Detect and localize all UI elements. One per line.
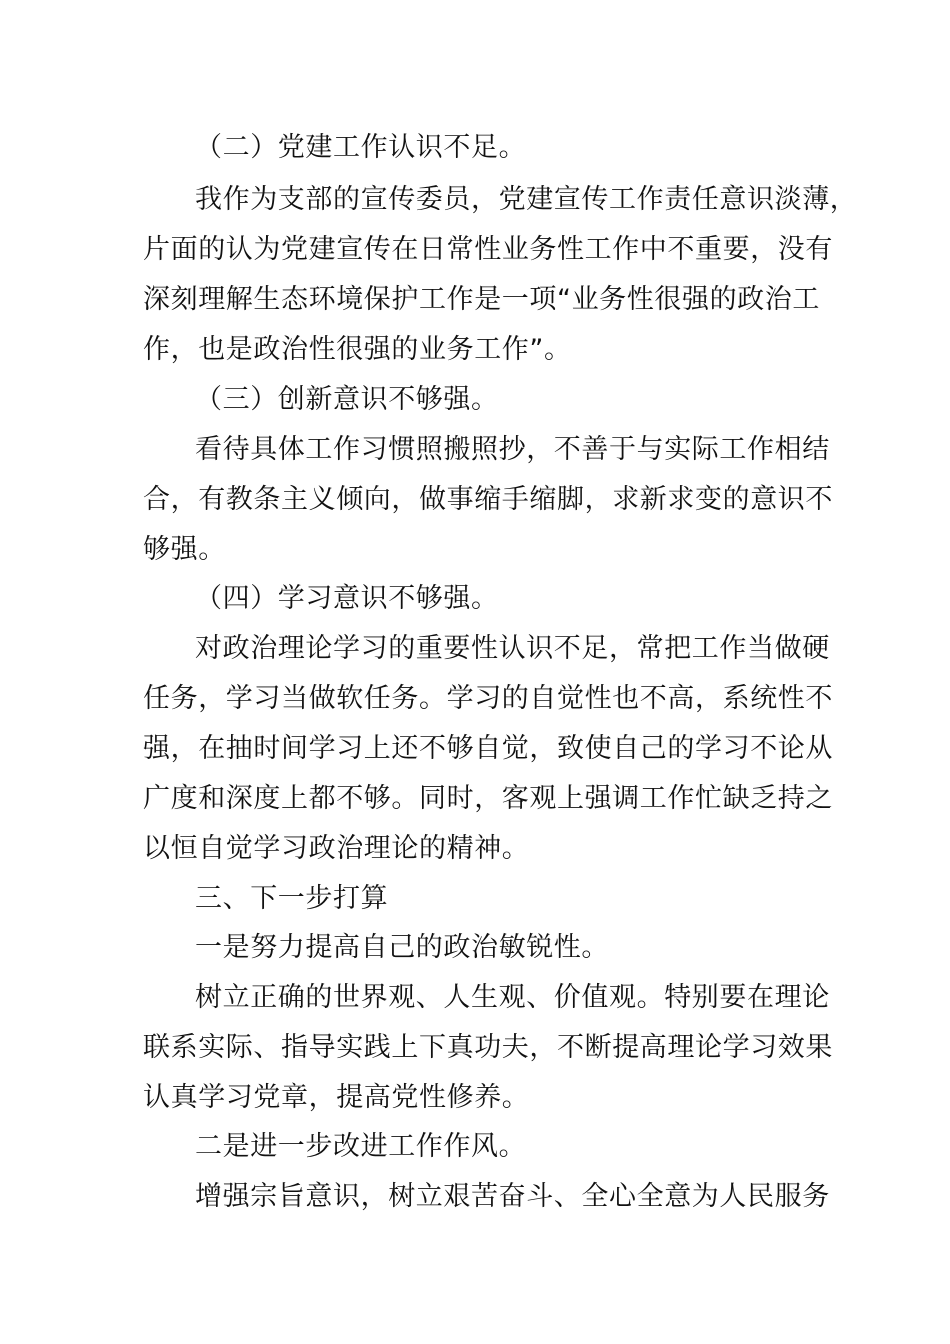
subsection-heading: 一是努力提高自己的政治敏锐性。 xyxy=(195,932,609,963)
paragraph-line: 树立正确的世界观、人生观、价值观。特别要在理论 xyxy=(195,982,830,1013)
paragraph-line: 对政治理论学习的重要性认识不足，常把工作当做硬 xyxy=(195,633,830,664)
paragraph-line: 作，也是政治性很强的业务工作”。 xyxy=(143,334,572,365)
subsection-heading: 二是进一步改进工作作风。 xyxy=(195,1131,527,1162)
section-heading: （三）创新意识不够强。 xyxy=(195,384,499,415)
paragraph-line: 广度和深度上都不够。同时，客观上强调工作忙缺乏持之 xyxy=(143,783,833,814)
paragraph-line: 看待具体工作习惯照搬照抄，不善于与实际工作相结 xyxy=(195,434,830,465)
paragraph-line: 联系实际、指导实践上下真功夫，不断提高理论学习效果 xyxy=(143,1032,833,1063)
paragraph-line: 认真学习党章，提高党性修养。 xyxy=(143,1082,530,1113)
paragraph-line: 合，有教条主义倾向，做事缩手缩脚，求新求变的意识不 xyxy=(143,484,833,515)
section-heading: 三、下一步打算 xyxy=(195,883,389,914)
paragraph-line: 以恒自觉学习政治理论的精神。 xyxy=(143,833,530,864)
paragraph-line: 片面的认为党建宣传在日常性业务性工作中不重要，没有 xyxy=(143,234,833,265)
section-heading: （四）学习意识不够强。 xyxy=(195,583,499,614)
paragraph-line: 够强。 xyxy=(143,534,226,565)
section-heading: （二）党建工作认识不足。 xyxy=(195,132,527,163)
paragraph-line: 任务，学习当做软任务。学习的自觉性也不高，系统性不 xyxy=(143,683,833,714)
paragraph-line: 强，在抽时间学习上还不够自觉，致使自己的学习不论从 xyxy=(143,733,833,764)
paragraph-line: 增强宗旨意识，树立艰苦奋斗、全心全意为人民服务 xyxy=(195,1181,830,1212)
paragraph-line: 深刻理解生态环境保护工作是一项“业务性很强的政治工 xyxy=(143,284,820,315)
paragraph-line: 我作为支部的宣传委员，党建宣传工作责任意识淡薄， xyxy=(195,184,858,215)
